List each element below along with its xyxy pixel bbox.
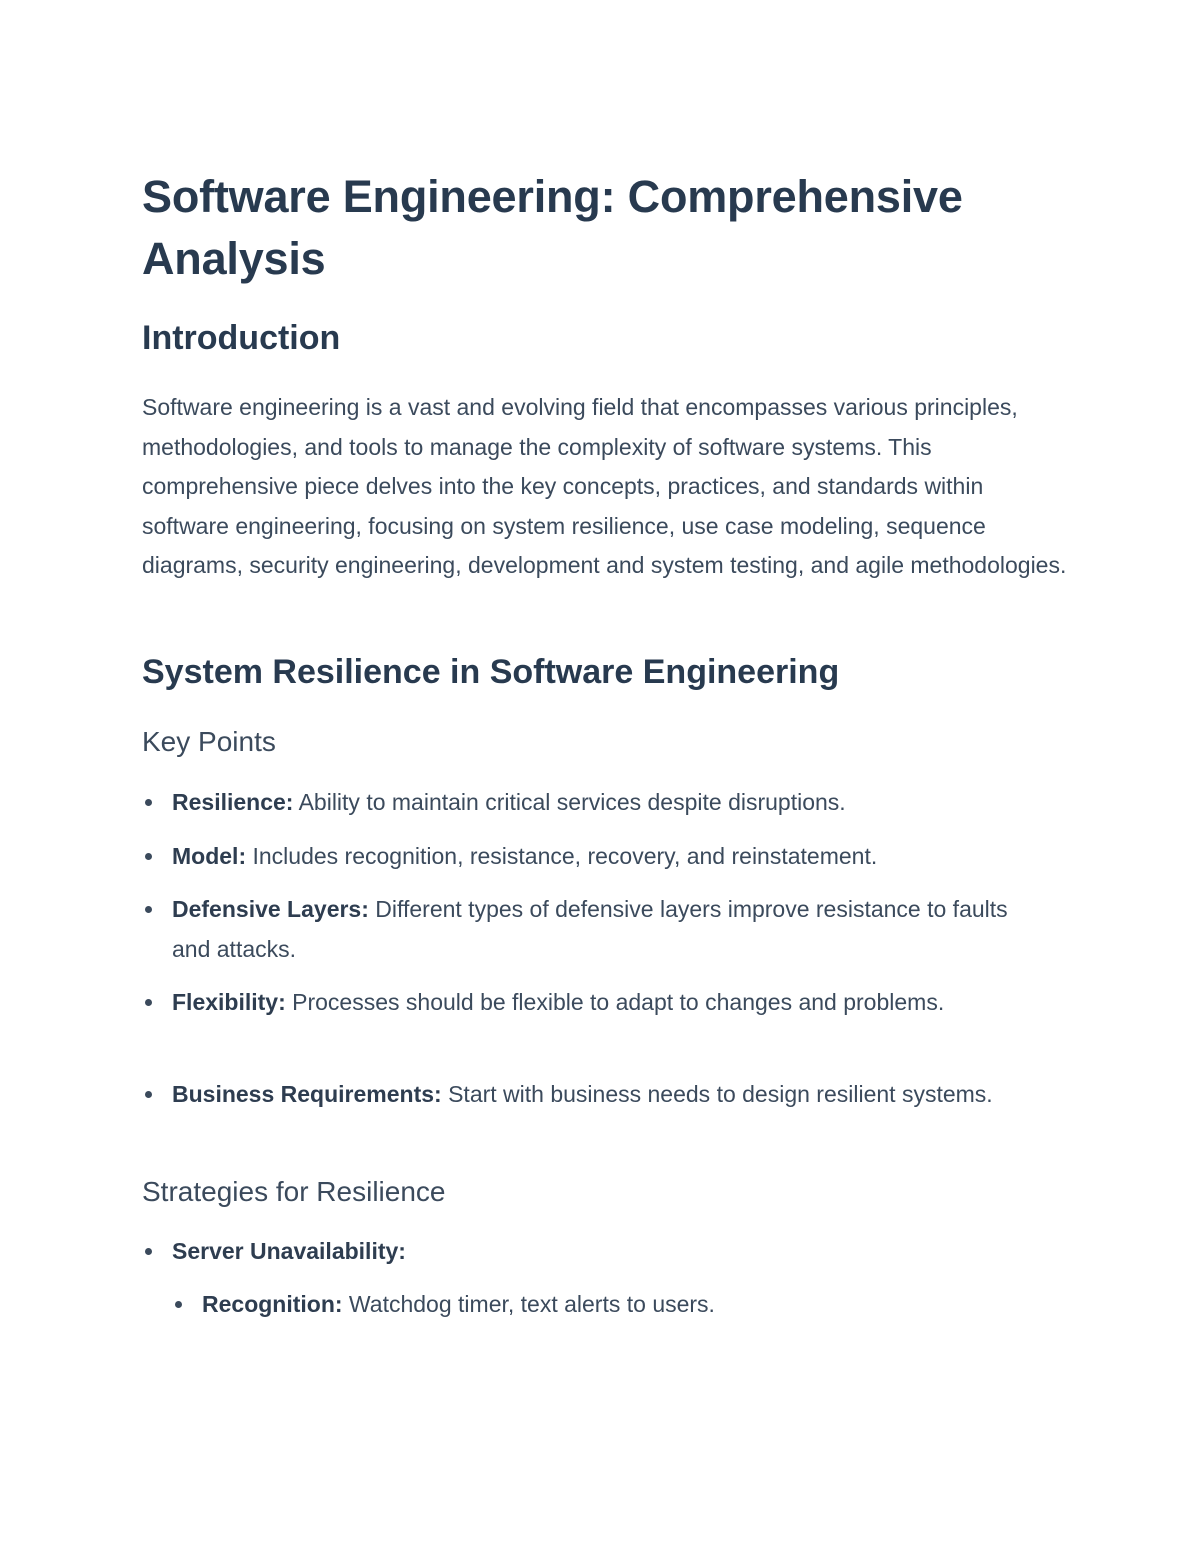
key-point-term: Model: bbox=[172, 843, 247, 869]
key-points-heading: Key Points bbox=[142, 726, 276, 757]
strategy-sub-item bbox=[172, 1285, 1042, 1325]
bullet-icon bbox=[145, 1248, 152, 1255]
bullet-icon bbox=[145, 799, 152, 806]
document-title: Software Engineering: Comprehensive Analysis bbox=[142, 171, 963, 284]
key-point-term: Resilience: bbox=[172, 789, 294, 815]
strategy-item bbox=[142, 1232, 1042, 1272]
key-point-term: Flexibility: bbox=[172, 989, 286, 1015]
bullet-icon bbox=[175, 1301, 182, 1308]
key-point-text: Includes recognition, resistance, recovery, and reinstatement. bbox=[246, 843, 878, 869]
key-point-text: Different types of defensive layers improve resistance to faults and attacks. bbox=[172, 896, 1008, 962]
key-point-term: Defensive Layers: bbox=[172, 896, 369, 922]
key-point-item bbox=[142, 783, 1042, 823]
introduction-paragraph: Software engineering is a vast and evolving field that encompasses various principles, methodologies, and tools to manage the complexity of software systems. This comprehensive piece delves into the key concepts, practices, and standards within software engineering, focusing on system resilience, use case modeling, sequence diagrams, security engineering, development and system testing, and agile methodologies. bbox=[142, 394, 1067, 578]
strategy-sub-term: Recognition: bbox=[202, 1291, 343, 1317]
strategy-term: Server Unavailability: bbox=[172, 1238, 406, 1264]
key-point-text: Start with business needs to design resilient systems. bbox=[441, 1081, 993, 1107]
strategy-sub-text: Watchdog timer, text alerts to users. bbox=[342, 1291, 715, 1317]
resilience-heading: System Resilience in Software Engineering bbox=[142, 653, 840, 691]
bullet-icon bbox=[145, 906, 152, 913]
key-point-item bbox=[142, 837, 1042, 877]
introduction-heading: Introduction bbox=[142, 319, 341, 357]
key-point-item bbox=[142, 890, 1042, 969]
key-point-term: Business Requirements: bbox=[172, 1081, 442, 1107]
key-point-item bbox=[142, 1075, 1042, 1115]
bullet-icon bbox=[145, 853, 152, 860]
key-point-item bbox=[142, 983, 1042, 1023]
key-point-text: Ability to maintain critical services despite disruptions. bbox=[293, 789, 846, 815]
key-point-text: Processes should be flexible to adapt to changes and problems. bbox=[285, 989, 945, 1015]
strategies-heading: Strategies for Resilience bbox=[142, 1176, 446, 1207]
bullet-icon bbox=[145, 999, 152, 1006]
bullet-icon bbox=[145, 1091, 152, 1098]
